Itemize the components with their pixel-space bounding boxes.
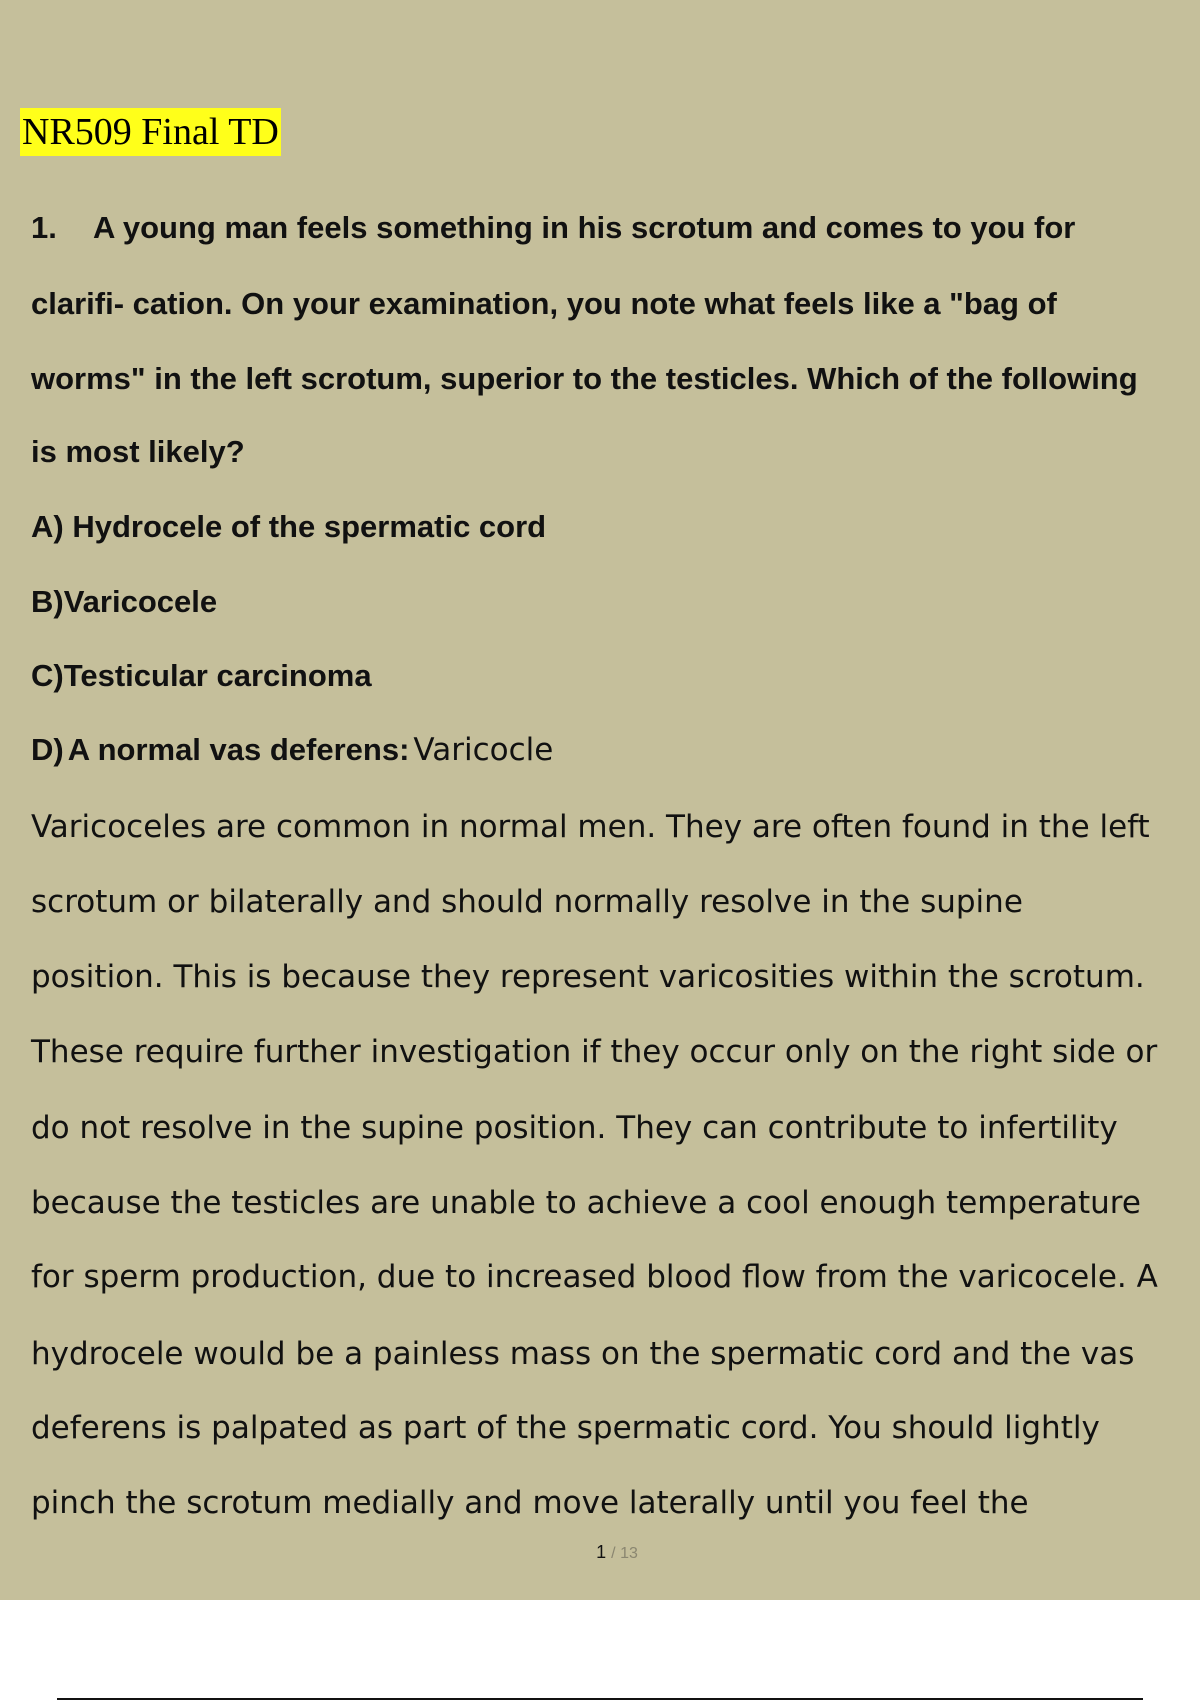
explanation-line-8: hydrocele would be a painless mass on the spermatic cord and the vas	[31, 1336, 1135, 1372]
explanation-line-5: do not resolve in the supine position. They can contribute to infertility	[31, 1110, 1118, 1146]
question-stem-line-3: worms" in the left scrotum, superior to the testicles. Which of the following	[31, 361, 1138, 396]
explanation-line-6: because the testicles are unable to achieve a cool enough temperature	[31, 1185, 1141, 1221]
option-d-letter: D)	[31, 732, 64, 767]
question-stem-line-1	[31, 210, 1075, 246]
option-a	[31, 509, 546, 545]
total-pages: / 13	[611, 1545, 638, 1562]
option-c	[31, 658, 372, 694]
explanation-line-1: Varicoceles are common in normal men. They are often found in the left	[31, 809, 1150, 845]
option-a-letter: A)	[31, 509, 64, 544]
question-stem-text: A young man feels something in his scrotum and comes to you for	[93, 210, 1076, 245]
option-c-text: Testicular carcinoma	[63, 658, 372, 693]
document-title: NR509 Final TD	[20, 108, 281, 156]
explanation-line-4: These require further investigation if they occur only on the right side or	[31, 1034, 1158, 1070]
option-a-text: Hydrocele of the spermatic cord	[72, 509, 547, 544]
question-number: 1.	[31, 210, 57, 245]
page-number	[0, 1542, 1200, 1563]
option-b-text: Varicocele	[63, 584, 218, 619]
explanation-line-9: deferens is palpated as part of the spermatic cord. You should lightly	[31, 1410, 1100, 1446]
option-d	[31, 732, 553, 768]
option-b-letter: B)	[31, 584, 64, 619]
option-c-letter: C)	[31, 658, 64, 693]
current-page: 1	[596, 1542, 607, 1562]
answer-text: Varicocle	[413, 732, 554, 768]
explanation-line-7: for sperm production, due to increased blood flow from the varicocele. A	[31, 1259, 1158, 1295]
explanation-line-10: pinch the scrotum medially and move laterally until you feel the	[31, 1485, 1029, 1521]
explanation-line-3: position. This is because they represent varicosities within the scrotum.	[31, 959, 1145, 995]
explanation-line-2: scrotum or bilaterally and should normally resolve in the supine	[31, 884, 1023, 920]
question-stem-line-2: clarifi- cation. On your examination, you note what feels like a "bag of	[31, 286, 1057, 321]
option-b	[31, 584, 217, 620]
question-stem-line-4: is most likely?	[31, 434, 245, 469]
option-d-text: A normal vas deferens:	[67, 732, 410, 767]
